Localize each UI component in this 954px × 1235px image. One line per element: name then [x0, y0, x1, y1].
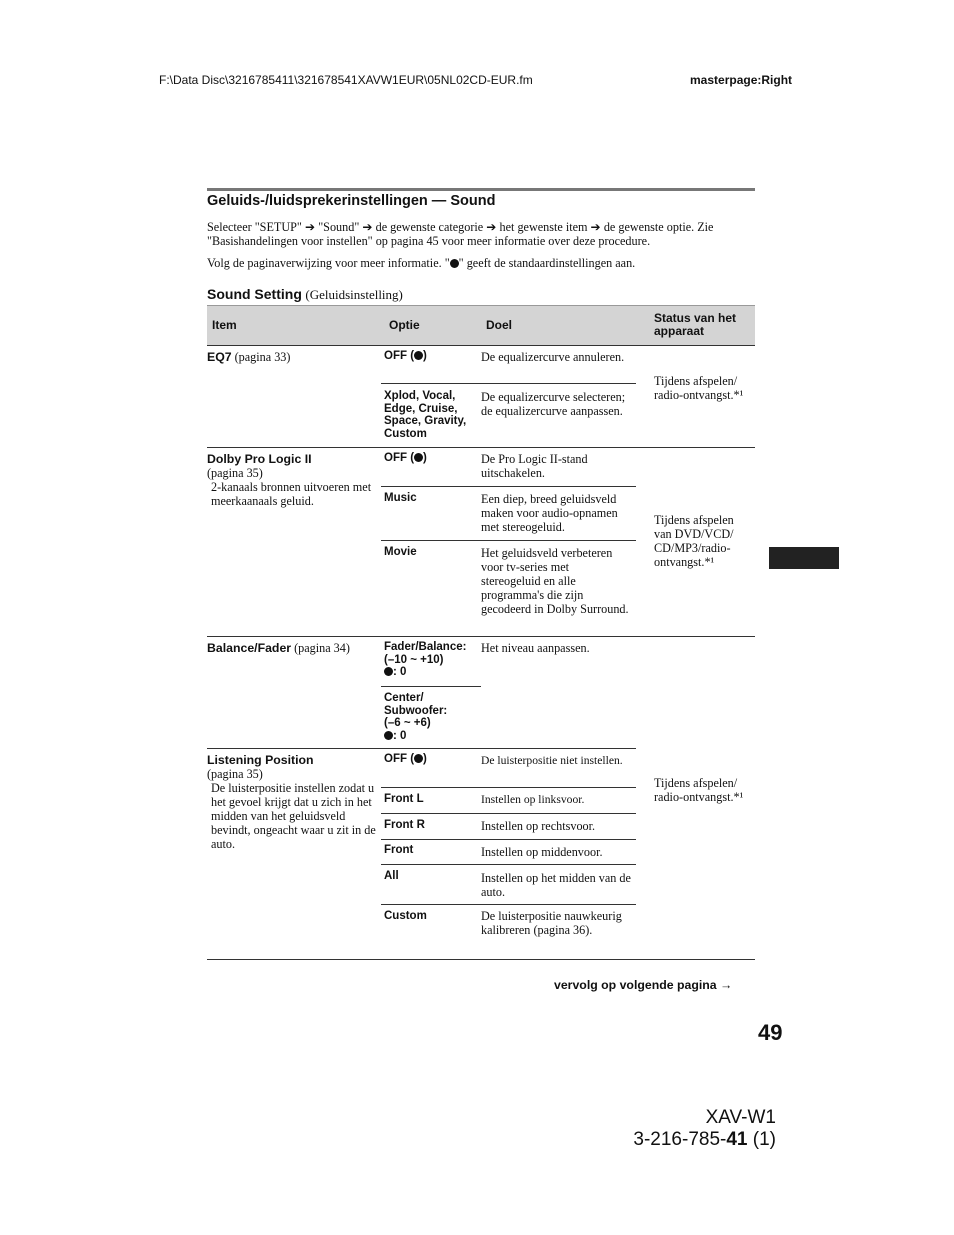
status-text: Tijdens afspelen/ radio-ontvangst.*¹ [654, 374, 744, 402]
divider [207, 636, 755, 637]
option-presets: Xplod, Vocal, Edge, Cruise, Space, Gravity, Custom [384, 390, 467, 440]
item-balance [207, 641, 377, 655]
purpose-text: De equalizercurve selecteren; de equalizercurve aanpassen. [481, 390, 626, 418]
divider [381, 383, 636, 384]
purpose-text: Het niveau aanpassen. [481, 641, 590, 655]
divider [381, 686, 481, 687]
divider [381, 813, 636, 814]
item-ref: (pagina 35) [207, 466, 263, 480]
option-label: Fader/Balance: [384, 641, 467, 653]
divider [381, 864, 636, 865]
item-listening [207, 753, 377, 851]
item-eq7 [207, 350, 377, 364]
item-ref: (pagina 33) [234, 350, 291, 364]
default-dot-icon [414, 754, 423, 763]
option-label: OFF ( [384, 753, 415, 765]
model-code-suffix: (1) [747, 1129, 776, 1150]
default-dot-icon [450, 259, 459, 268]
purpose-text: De luisterpositie nauwkeurig kalibreren (pagina 36). [481, 909, 622, 937]
model-code-bold: 41 [726, 1129, 748, 1150]
subsection-title-main: Sound Setting [207, 286, 302, 302]
option-music: Music [384, 492, 417, 504]
divider [207, 959, 755, 960]
status-text: Tijdens afspelen van DVD/VCD/ CD/MP3/radio-ontvangst.*¹ [654, 513, 734, 569]
subsection-title [207, 286, 755, 304]
header-purpose: Doel [486, 318, 513, 332]
model-code-prefix: 3-216-785- [633, 1129, 727, 1150]
item-ref: (pagina 34) [294, 641, 350, 655]
purpose-text: De luisterpositie niet instellen. [481, 754, 623, 767]
purpose-text: Instellen op het midden van de auto. [481, 871, 631, 899]
intro-paragraph: Selecteer "SETUP" ➔ "Sound" ➔ de gewenste categorie ➔ het gewenste item ➔ de gewenste optie. Zie "Basishandelingen voor instellen" op pagina 45 voor meer informatie over deze procedure. [207, 220, 714, 248]
section-rule [207, 188, 755, 191]
option-label-end: ) [423, 452, 427, 464]
section-title: Geluids-/luidsprekerinstellingen — Sound [207, 193, 496, 209]
purpose-text: De Pro Logic II-stand uitschakelen. [481, 452, 588, 480]
option-front: Front [384, 844, 414, 856]
option-front-l: Front L [384, 793, 424, 805]
item-desc: 2-kanaals bronnen uitvoeren met meerkaanaals geluid. [211, 480, 372, 508]
option-fader-balance [384, 641, 484, 679]
header-status: Status van het apparaat [654, 311, 737, 338]
option-off [384, 753, 479, 766]
header-item: Item [212, 318, 237, 332]
model-code [633, 1129, 776, 1151]
option-front-r: Front R [384, 819, 425, 831]
file-path-header: F:\Data Disc\3216785411\321678541XAVW1EUR\05NL02CD-EUR.fm [159, 73, 533, 87]
item-desc: De luisterpositie instellen zodat u het gevoel krijgt dat u zich in het midden van het geluidsveld bevindt, ongeacht waar u zit in de auto. [211, 781, 376, 851]
option-label: OFF ( [384, 350, 415, 362]
divider [381, 787, 636, 788]
option-off [384, 452, 479, 465]
option-custom: Custom [384, 910, 427, 922]
item-dolby [207, 452, 377, 508]
thumb-tab [769, 547, 839, 569]
item-name: Listening Position [207, 753, 314, 767]
continue-note: vervolg op volgende pagina → [554, 978, 733, 992]
option-range: (–10 ~ +10) [384, 653, 444, 666]
divider [381, 486, 636, 487]
settings-table [207, 305, 755, 960]
option-center-subwoofer [384, 692, 479, 742]
option-label-end: ) [423, 350, 427, 362]
option-default: : 0 [393, 666, 407, 678]
status-text: Tijdens afspelen/ radio-ontvangst.*¹ [654, 776, 744, 804]
option-movie: Movie [384, 546, 417, 558]
purpose-text: Instellen op rechtsvoor. [481, 819, 596, 833]
model-info [633, 1107, 776, 1151]
divider [381, 540, 636, 541]
default-dot-icon [414, 351, 423, 360]
option-label: Subwoofer: [384, 704, 448, 717]
purpose-text: Instellen op linksvoor. [481, 793, 585, 806]
default-dot-icon [384, 667, 393, 676]
divider [381, 839, 636, 840]
purpose-text: Instellen op middenvoor. [481, 845, 603, 859]
intro-note-end: " geeft de standaardinstellingen aan. [458, 256, 636, 270]
purpose-text: Een diep, breed geluidsveld maken voor audio-opnamen met stereogeluid. [481, 492, 618, 534]
purpose-text: Het geluidsveld verbeteren voor tv-series met stereogeluid en alle programma's die zijn gecodeerd in Dolby Surround. [481, 546, 629, 616]
item-name: Dolby Pro Logic II [207, 452, 312, 466]
item-name: EQ7 [207, 350, 232, 364]
option-label: Center/ [384, 692, 424, 704]
item-name: Balance/Fader [207, 641, 292, 655]
option-default: : 0 [393, 729, 407, 742]
option-label-end: ) [423, 753, 427, 765]
intro-note [207, 256, 755, 270]
default-dot-icon [384, 731, 393, 740]
divider [207, 748, 636, 749]
model-name: XAV-W1 [705, 1107, 776, 1128]
purpose-text: De equalizercurve annuleren. [481, 350, 625, 364]
page-number: 49 [758, 1020, 783, 1045]
option-all: All [384, 870, 399, 882]
option-off [384, 350, 479, 363]
masterpage-label: masterpage:Right [690, 73, 793, 87]
option-range: (–6 ~ +6) [384, 717, 431, 729]
divider [381, 904, 636, 905]
divider [207, 447, 755, 448]
table-header [207, 305, 755, 346]
divider [207, 345, 755, 346]
intro-note-start: Volg de paginaverwijzing voor meer informatie. " [207, 256, 450, 270]
default-dot-icon [414, 453, 423, 462]
subsection-title-note: (Geluidsinstelling) [305, 287, 403, 302]
header-option: Optie [389, 318, 420, 332]
item-ref: (pagina 35) [207, 767, 263, 781]
option-label: OFF ( [384, 452, 415, 464]
